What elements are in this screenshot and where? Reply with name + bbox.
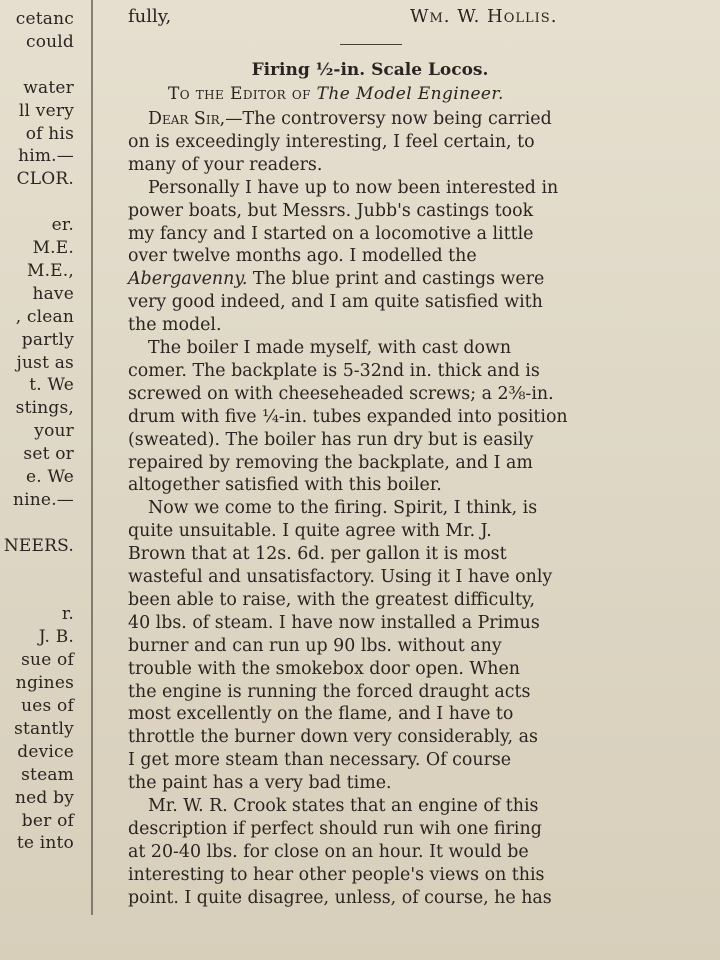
- left-column-line: sue of: [21, 650, 74, 671]
- article-line: trouble with the smokebox door open. When: [128, 658, 520, 679]
- article-line: most excellently on the flame, and I have to: [128, 704, 514, 725]
- article-line: interesting to hear other people's views on this: [128, 864, 545, 885]
- article-line: point. I quite disagree, unless, of course, he has: [128, 887, 552, 908]
- article-line: my fancy and I started on a locomotive a little: [128, 223, 534, 244]
- article-line: been able to raise, with the greatest difficulty,: [128, 589, 535, 610]
- article-line: Personally I have up to now been interested in: [148, 177, 559, 198]
- left-column-line: stantly: [14, 718, 74, 739]
- left-column-line: J. B.: [38, 627, 74, 648]
- left-column-line: could: [25, 31, 74, 52]
- article-line: on is exceedingly interesting, I feel certain, to: [128, 131, 535, 152]
- article-line: burner and can run up 90 lbs. without any: [128, 635, 502, 656]
- salutation: Dear Sir,: [148, 109, 226, 129]
- locomotive-name: Abergavenny.: [128, 269, 248, 290]
- left-column-line: device: [17, 741, 74, 762]
- left-column-line: water: [23, 77, 74, 98]
- left-column-line: ned by: [15, 787, 74, 808]
- left-column-line: just as: [16, 352, 74, 373]
- left-column-line: have: [32, 283, 74, 304]
- left-column-line: M.E.,: [26, 260, 74, 281]
- article-line: Now we come to the firing. Spirit, I think, is: [148, 498, 538, 519]
- left-column-fragment: [0, 0, 80, 960]
- left-column-line: , clean: [15, 306, 74, 327]
- left-column-line: te into: [16, 833, 74, 854]
- article-line: throttle the burner down very considerably, as: [128, 727, 538, 748]
- article-line: very good indeed, and I am quite satisfied with: [128, 292, 543, 313]
- left-column-line: M.E.: [32, 238, 74, 258]
- article-line: the engine is running the forced draught acts: [128, 681, 531, 702]
- left-column-line: set or: [23, 444, 74, 465]
- left-column-line: steam: [21, 764, 74, 785]
- article-line: Brown that at 12s. 6d. per gallon it is most: [128, 544, 507, 565]
- article-line: over twelve months ago. I modelled the: [128, 246, 477, 267]
- journal-name: The Model Engineer.: [316, 84, 504, 104]
- left-column-line: partly: [21, 329, 74, 350]
- left-column-line: er.: [51, 215, 74, 236]
- article-line: many of your readers.: [128, 154, 323, 175]
- article-line: (sweated). The boiler has run dry but is easily: [128, 429, 534, 450]
- article-line: comer. The backplate is 5-32nd in. thick and is: [128, 360, 540, 381]
- left-column-line: r.: [61, 604, 74, 625]
- article-line: power boats, but Messrs. Jubb's castings took: [128, 200, 534, 221]
- article-line: the paint has a very bad time.: [128, 773, 392, 794]
- article-line: repaired by removing the backplate, and I am: [128, 452, 533, 473]
- signoff-word: fully,: [128, 6, 172, 27]
- article-line: description if perfect should run wih one firing: [128, 818, 542, 839]
- article-line: Abergavenny. The blue print and castings were: [128, 269, 545, 290]
- column-divider: [91, 0, 93, 915]
- left-column-line: ngines: [15, 673, 74, 694]
- article-line-text: —The controversy now being carried: [225, 109, 552, 129]
- left-column-line: ues of: [21, 696, 74, 716]
- article-title: Firing ½-in. Scale Locos.: [251, 60, 489, 80]
- left-column-line: of his: [25, 123, 74, 144]
- article-line: at 20-40 lbs. for close on an hour. It would be: [128, 841, 529, 862]
- article-line: the model.: [128, 315, 222, 336]
- left-column-line: CLOR.: [16, 169, 74, 190]
- left-column-line: ber of: [21, 810, 74, 831]
- left-column-line: cetanc: [15, 9, 74, 29]
- article-line: drum with five ¼-in. tubes expanded into position: [128, 406, 568, 427]
- article-line: Mr. W. R. Crook states that an engine of this: [148, 796, 539, 816]
- article-line: I get more steam than necessary. Of course: [128, 750, 512, 771]
- article-line: The boiler I made myself, with cast down: [148, 338, 512, 358]
- addressee-prefix: To the Editor of: [168, 84, 311, 104]
- left-column-line: e. We: [25, 467, 74, 487]
- left-column-line: NEERS.: [3, 535, 74, 556]
- article-line: screwed on with cheeseheaded screws; a 2⅜-in.: [128, 383, 554, 404]
- article-line: wasteful and unsatisfactory. Using it I have only: [128, 567, 553, 587]
- left-column-line: your: [34, 421, 74, 442]
- left-column-line: stings,: [15, 398, 74, 419]
- article-line: quite unsuitable. I quite agree with Mr. J.: [128, 521, 492, 542]
- left-column-line: nine.—: [13, 489, 74, 510]
- signoff-name: Wm. W. Hollis.: [410, 6, 558, 27]
- left-column-line: t. We: [29, 375, 74, 396]
- separator-rule: [340, 44, 402, 45]
- article-line: altogether satisfied with this boiler.: [128, 475, 442, 496]
- left-column-line: him.—: [18, 146, 74, 167]
- article-line: 40 lbs. of steam. I have now installed a Primus: [128, 612, 540, 633]
- addressee-line: [168, 84, 504, 104]
- left-column-line: ll very: [18, 100, 74, 121]
- article-line: [148, 108, 552, 131]
